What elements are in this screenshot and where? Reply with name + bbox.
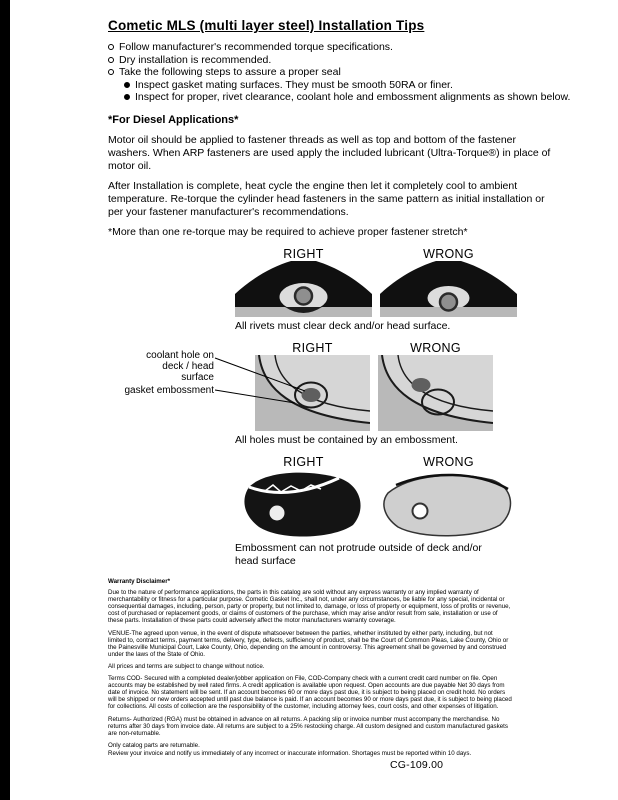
holes-wrong-image	[378, 355, 493, 431]
rivet-right-column	[235, 247, 372, 317]
holes-diagram-section	[108, 341, 578, 447]
legal-paragraph: Review your invoice and notify us immediately of any incorrect or inaccurate information. Shortages must be reported within 10 days.	[108, 749, 472, 757]
right-label: RIGHT	[283, 246, 324, 261]
right-label: RIGHT	[292, 340, 333, 355]
legal-paragraph: Only catalog parts are returnable.	[108, 741, 200, 749]
diesel-paragraph: Motor oil should be applied to fastener threads as well as top and bottom of the fastener washers. When ARP fasteners are used apply the included lubricant (Ultra-Torque®) in place of motor oil.	[108, 133, 551, 172]
wrong-label: WRONG	[423, 454, 474, 469]
tip-text: Dry installation is recommended.	[119, 53, 272, 66]
circle-bullet-icon	[108, 69, 114, 75]
dot-bullet-icon	[124, 82, 130, 88]
embossment-wrong-image	[380, 469, 517, 539]
legal-section	[108, 578, 512, 762]
tip-text: Inspect gasket mating surfaces. They must be smooth 50RA or finer.	[135, 78, 453, 91]
doc-number: CG-109.00	[390, 759, 444, 771]
embossment-right-column	[235, 455, 372, 539]
diagram-caption: All rivets must clear deck and/or head surface.	[235, 319, 451, 332]
dot-bullet-icon	[124, 94, 130, 100]
circle-bullet-icon	[108, 44, 114, 50]
embossment-wrong-column	[380, 455, 517, 539]
legal-paragraph: Due to the nature of performance applications, the parts in this catalog are sold without any express warranty or any implied warranty of merchantability or fitness for a particular purpose. Cometic Gasket Inc., shall not, under any circumstances, be liable for any special, incidental or consequential damages, including, person, party or property, but not limited to, damage, or loss of property or equipment, loss of profits or revenue, cost of purchased or replacement goods, or claims of customers of the purchase, which may arise and/or result from sale, installation or use of these parts. Installation of these parts could adversely affect the motor manufacturers warranty coverage.	[108, 589, 511, 625]
wrong-label: WRONG	[410, 340, 461, 355]
gasket-embossment-callout	[108, 385, 214, 396]
diesel-paragraph: *More than one re-torque may be required to achieve proper fastener stretch*	[108, 225, 468, 238]
holes-right-image	[255, 355, 370, 431]
legal-paragraph: All prices and terms are subject to change without notice.	[108, 662, 265, 670]
callout-text: gasket embossment	[124, 384, 214, 396]
holes-right-column	[255, 341, 370, 431]
tip-text: Follow manufacturer's recommended torque specifications.	[119, 41, 393, 53]
circle-bullet-icon	[108, 57, 114, 63]
tip-item	[108, 41, 578, 54]
holes-wrong-column	[378, 341, 493, 431]
diagram-caption: All holes must be contained by an embossment.	[235, 433, 458, 446]
diesel-heading: *For Diesel Applications*	[108, 113, 239, 126]
page-title: Cometic MLS (multi layer steel) Installation Tips	[108, 18, 425, 33]
rivet-wrong-column	[380, 247, 517, 317]
callout-text: deck / head surface	[162, 360, 214, 383]
holes-diagram-row	[255, 341, 578, 431]
tip-subitem	[124, 79, 578, 92]
coolant-hole-callout	[128, 350, 214, 383]
embossment-diagram-row	[235, 455, 578, 539]
diagram-caption: Embossment can not protrude outside of deck and/or head surface	[235, 541, 482, 567]
right-label: RIGHT	[283, 454, 324, 469]
tip-text: Inspect for proper, rivet clearance, coolant hole and embossment alignments as shown below.	[135, 91, 571, 103]
wrong-label: WRONG	[423, 246, 474, 261]
tip-item	[108, 66, 578, 79]
rivet-wrong-image	[380, 261, 517, 317]
legal-heading: Warranty Disclaimer*	[108, 578, 171, 585]
diesel-paragraph: After Installation is complete, heat cycle the engine then let it completely cool to ambient temperature. Re-torque the cylinder head fasteners in the same pattern as initial installation or per your fastener manufacturer's recommendations.	[108, 179, 545, 218]
embossment-right-image	[235, 469, 372, 539]
rivet-diagram-row	[235, 247, 578, 317]
callout-text: coolant hole on	[146, 349, 214, 361]
tip-subitem	[124, 91, 578, 104]
rivet-right-image	[235, 261, 372, 317]
legal-paragraph: Returns- Authorized (RGA) must be obtained in advance on all returns. A packing slip or invoice number must accompany the merchandise. No returns after 30 days from invoice date. All returns are subject to a 25% restocking charge. All custom designed and custom manufactured gaskets are non-returnable.	[108, 715, 508, 737]
tip-item	[108, 54, 578, 67]
binding-edge	[0, 0, 10, 800]
tip-text: Take the following steps to assure a proper seal	[119, 66, 341, 78]
legal-paragraph: VENUE-The agreed upon venue, in the event of dispute whatsoever between the parties, whether instituted by either party, including, but not limited to, contract terms, payment terms, delivery, type, defects, sufficiency of product, shall be the Court of Common Pleas, Lake County, Ohio or the Painesville Municipal Court, Lake County, Ohio, depending on the amount in controversy. This agreement shall be governed by and construed under the laws of the State of Ohio.	[108, 629, 509, 658]
page-content	[108, 18, 578, 771]
legal-paragraph: Terms COD- Secured with a completed dealer/jobber application on File, COD-Company check with a current credit card number on file. Open accounts may be established by well rated firms. A credit application is available upon request. Open accounts are due payable Net 30 days from date of invoice. No statement will be sent. If an account becomes 60 or more days past due, it is subject to being placed on credit hold. No orders will be shipped or new orders accepted until past due balance is paid. If an account becomes 90 or more days past due, it is subject to being placed for collections. All costs of collection are the responsibility of the customer, including attorney fees, court costs, and other expenses of litigation.	[108, 675, 512, 711]
